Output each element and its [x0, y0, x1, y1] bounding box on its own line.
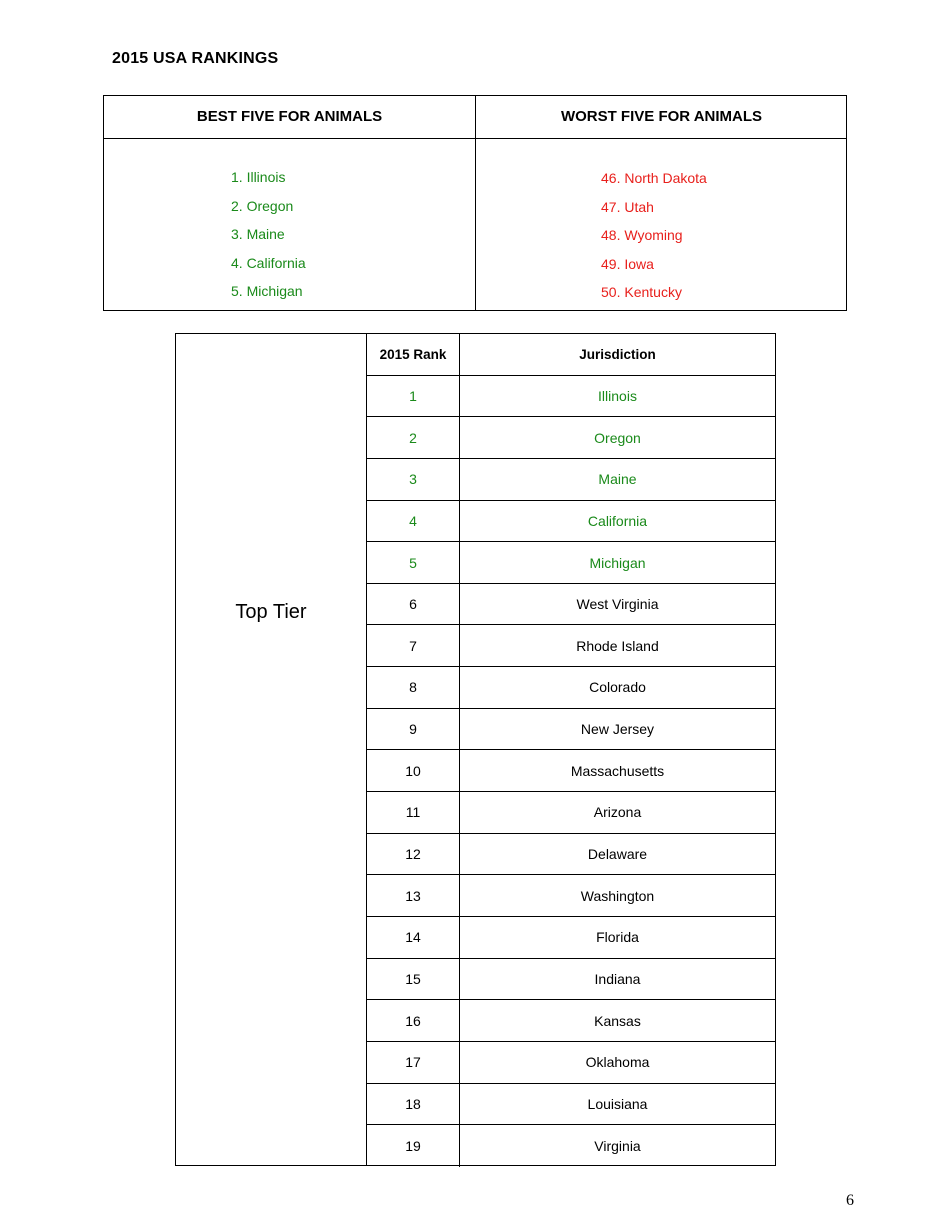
rank-cell: 8: [367, 667, 460, 708]
table-row: [367, 667, 775, 709]
jurisdiction-cell: Massachusetts: [570, 762, 665, 779]
best-list-item: 1. Illinois: [231, 169, 286, 185]
rank-cell: 14: [367, 917, 460, 958]
rank-cell: 17: [367, 1042, 460, 1083]
jurisdiction-cell: Michigan: [589, 554, 646, 571]
best-five-list: [231, 166, 306, 309]
rank-cell: 4: [367, 501, 460, 542]
table-row: [367, 1125, 775, 1167]
table-row: [367, 417, 775, 459]
jurisdiction-column-header: Jurisdiction: [579, 346, 656, 362]
table-row: [367, 792, 775, 834]
rank-cell: 13: [367, 875, 460, 916]
rank-cell: 7: [367, 625, 460, 666]
rank-column-header: 2015 Rank: [367, 334, 460, 375]
table-row: [367, 750, 775, 792]
jurisdiction-cell: Colorado: [589, 679, 646, 696]
best-five-header: BEST FIVE FOR ANIMALS: [196, 108, 383, 125]
rank-cell: 3: [367, 459, 460, 500]
jurisdiction-cell: Illinois: [598, 387, 637, 404]
worst-five-header: WORST FIVE FOR ANIMALS: [560, 108, 763, 125]
worst-list-item: 48. Wyoming: [601, 227, 683, 243]
table-row: [367, 501, 775, 543]
jurisdiction-cell: Oregon: [594, 429, 641, 446]
rank-cell: 2: [367, 417, 460, 458]
rank-cell: 15: [367, 959, 460, 1000]
rank-cell: 18: [367, 1084, 460, 1125]
best-list-item: 2. Oregon: [231, 197, 294, 214]
worst-five-list: [601, 167, 707, 310]
jurisdiction-cell: Virginia: [594, 1137, 641, 1154]
worst-list-item: 49. Iowa: [601, 255, 654, 272]
table-row: [367, 459, 775, 501]
table-row: [367, 875, 775, 917]
table-row: [367, 1000, 775, 1042]
rank-cell: 16: [367, 1000, 460, 1041]
tier-label: Top Tier: [235, 601, 307, 623]
jurisdiction-cell: Indiana: [594, 970, 641, 987]
table-row: [367, 542, 775, 584]
jurisdiction-cell: Delaware: [587, 846, 648, 862]
rankings-table: [175, 333, 776, 1166]
jurisdiction-cell: Washington: [580, 887, 655, 904]
rank-cell: 12: [367, 834, 460, 875]
jurisdiction-cell: New Jersey: [580, 721, 655, 738]
rank-cell: 1: [367, 376, 460, 417]
best-list-item: 5. Michigan: [231, 283, 303, 299]
jurisdiction-cell: Florida: [596, 929, 639, 946]
table-row: [367, 917, 775, 959]
jurisdiction-cell: Louisiana: [587, 1095, 648, 1112]
worst-list-item: 46. North Dakota: [601, 170, 707, 186]
rank-cell: 6: [367, 584, 460, 625]
jurisdiction-cell: West Virginia: [576, 596, 659, 613]
best-list-item: 4. California: [231, 254, 306, 271]
jurisdiction-cell: Maine: [598, 471, 637, 488]
jurisdiction-cell: California: [587, 512, 648, 529]
jurisdiction-cell: Arizona: [593, 804, 642, 821]
jurisdiction-cell: Rhode Island: [576, 637, 659, 654]
table-row: [367, 709, 775, 751]
rankings-grid: [367, 334, 775, 1167]
table-row: [367, 1042, 775, 1084]
table-header-row: [367, 334, 775, 376]
rank-cell: 19: [367, 1125, 460, 1167]
table-row: [367, 625, 775, 667]
table-row: [367, 376, 775, 418]
worst-list-item: 50. Kentucky: [601, 284, 682, 300]
jurisdiction-cell: Kansas: [594, 1012, 641, 1029]
tier-column: [176, 334, 367, 1165]
table-row: [367, 959, 775, 1001]
best-worst-summary-table: [103, 95, 847, 311]
page-title: 2015 USA RANKINGS: [112, 50, 279, 67]
rank-cell: 10: [367, 750, 460, 791]
jurisdiction-cell: Oklahoma: [585, 1054, 650, 1071]
page-number: 6: [846, 1192, 854, 1209]
rank-cell: 9: [367, 709, 460, 750]
table-row: [367, 584, 775, 626]
rank-cell: 11: [367, 792, 460, 833]
header-divider: [104, 138, 846, 139]
best-list-item: 3. Maine: [231, 226, 285, 242]
rank-cell: 5: [367, 542, 460, 583]
table-row: [367, 834, 775, 876]
table-row: [367, 1084, 775, 1126]
worst-list-item: 47. Utah: [601, 198, 654, 215]
